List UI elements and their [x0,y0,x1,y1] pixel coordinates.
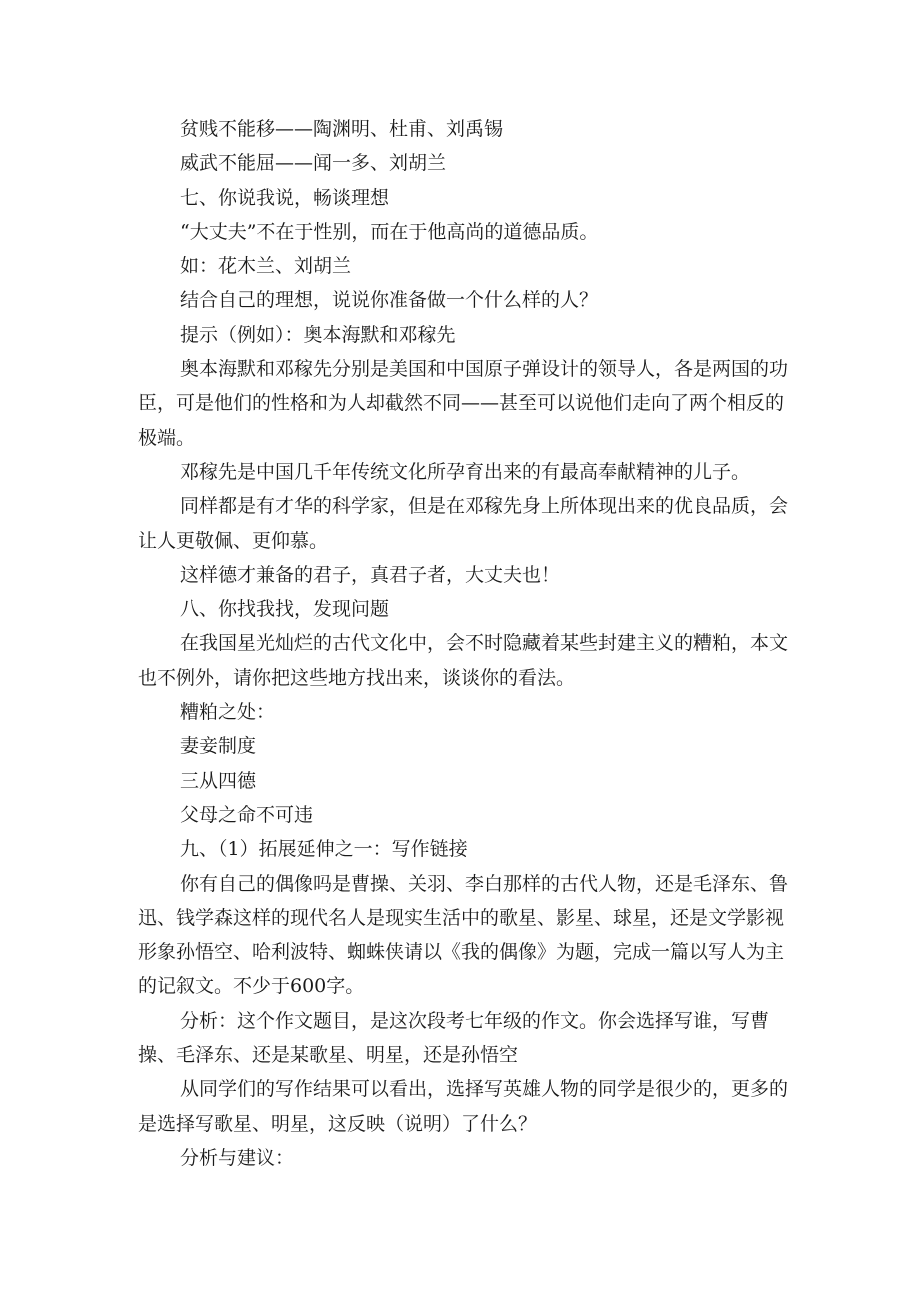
paragraph-gentleman: 这样德才兼备的君子，真君子者，大丈夫也！ [180,563,561,586]
paragraph-oppenheimer-deng: 奥本海默和邓稼先分别是美国和中国原子弹设计的领导人，各是两国的功臣，可是他们的性格和为人却截然不同——甚至可以说他们走向了两个相反的极端。 [138,358,789,449]
paragraph-ancient-culture: 在我国星光灿烂的古代文化中，会不时隐藏着某些封建主义的糟粕，本文也不例外，请你把这些地方找出来，谈谈你的看法。 [138,632,789,689]
paragraph-writing-results: 从同学们的写作结果可以看出，选择写英雄人物的同学是很少的，更多的是选择写歌星、明星，这反映（说明）了什么？ [138,1078,789,1135]
paragraph-analysis-suggestion: 分析与建议： [180,1146,295,1169]
list-item-concubinage: 妻妾制度 [180,735,257,758]
section-heading-seven: 七、你说我说，畅谈理想 [180,186,390,209]
paragraph-deng-son: 邓稼先是中国几千年传统文化所孕育出来的有最高奉献精神的儿子。 [180,460,751,483]
paragraph-dross-title: 糟粕之处： [180,701,276,724]
paragraph-idol-prompt: 你有自己的偶像吗是曹操、关羽、李白那样的古代人物，还是毛泽东、鲁迅、钱学森这样的现代名人是现实生活中的歌星、影星、球星，还是文学影视形象孙悟空、哈利波特、蜘蛛侠请以《我的偶像》为题，完成一篇以写人为主的记叙文。不少于600字。 [138,872,789,998]
paragraph-might-line: 威武不能屈——闻一多、刘胡兰 [180,152,447,175]
paragraph-hint: 提示（例如）：奥本海默和邓稼先 [180,323,456,346]
list-item-three-obediences: 三从四德 [180,769,257,792]
paragraph-examples: 如：花木兰、刘胡兰 [180,255,352,278]
list-item-parents-orders: 父母之命不可违 [180,803,314,826]
paragraph-great-man: “大丈夫”不在于性别，而在于他高尚的道德品质。 [180,220,599,243]
paragraph-analysis: 分析：这个作文题目，是这次段考七年级的作文。你会选择写谁，写曹操、毛泽东、还是某歌星、明星，还是孙悟空 [138,1009,770,1067]
paragraph-poverty-line: 贫贱不能移——陶渊明、杜甫、刘禹锡 [180,118,504,140]
paragraph-question-ideal: 结合自己的理想，说说你准备做一个什么样的人？ [180,289,599,312]
section-heading-nine: 九、（1）拓展延伸之一：写作链接 [180,838,468,861]
section-heading-eight: 八、你找我找，发现问题 [180,598,390,621]
paragraph-scientists: 同样都是有才华的科学家，但是在邓稼先身上所体现出来的优良品质，会让人更敬佩、更仰慕。 [138,495,789,552]
document-body [138,112,790,1175]
